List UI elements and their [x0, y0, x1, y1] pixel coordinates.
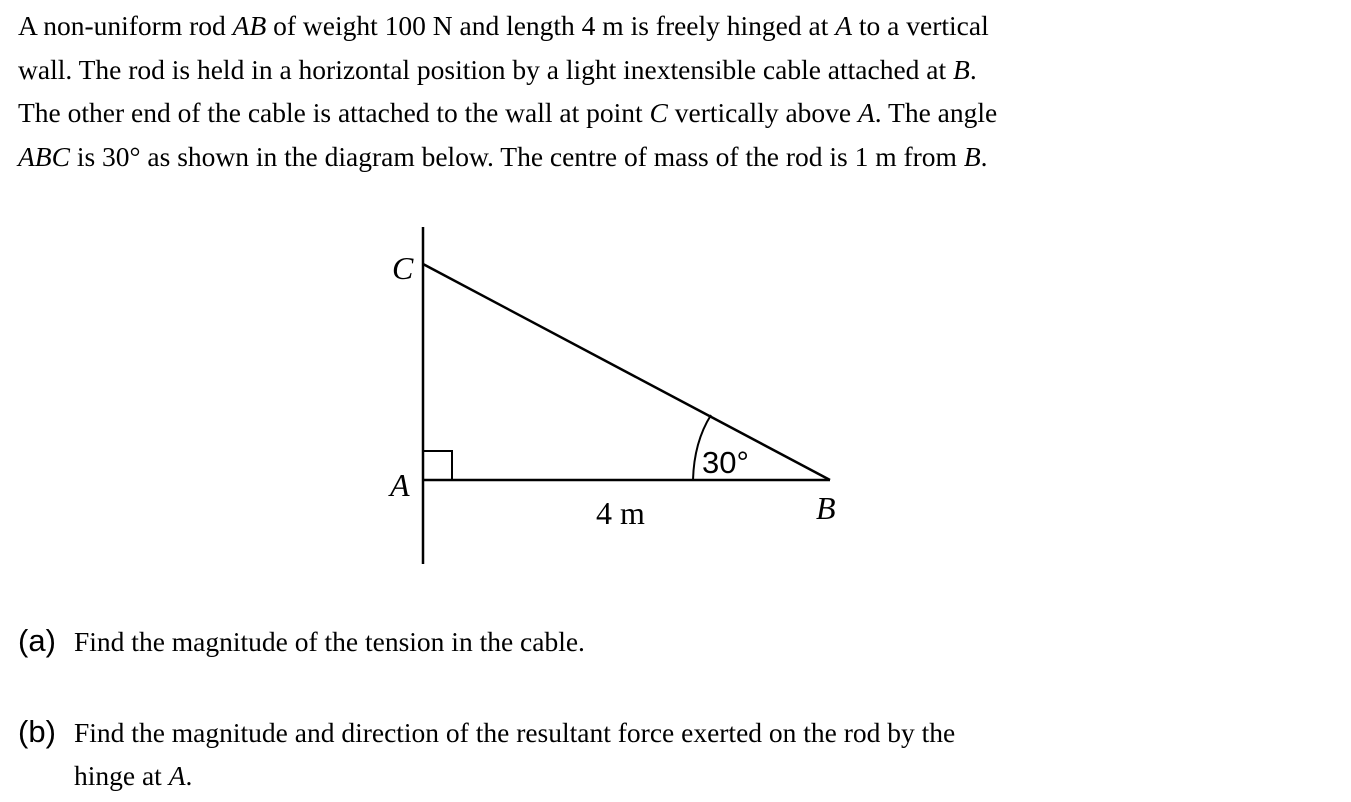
question-a-text: Find the magnitude of the tension in the cable. [74, 626, 585, 657]
variable-text: B [963, 140, 981, 172]
point-label-a: A [390, 467, 410, 503]
question-b [18, 710, 955, 797]
question-a [18, 619, 585, 663]
statement-text: . The angle [874, 97, 998, 128]
question-b-line-2-var: A [168, 760, 186, 791]
statement-text: . [980, 140, 988, 172]
variable-text: B [953, 53, 970, 85]
variable-text: AB [232, 10, 267, 41]
question-b-line-2-prefix: hinge at [74, 760, 169, 791]
variable-text: A [835, 10, 853, 41]
question-b-line-2-suffix: . [185, 760, 193, 791]
question-a-label: (a) [18, 623, 56, 658]
right-angle-marker [423, 451, 452, 480]
statement-text: . [969, 53, 977, 85]
variable-text: A [857, 97, 875, 128]
variable-text: ABC [18, 140, 70, 172]
statement-text: wall. The rod is held in a horizontal position by a light inextensible cable attached at [18, 53, 953, 85]
point-label-b: B [816, 490, 836, 526]
statement-text: A non-uniform rod [18, 10, 233, 41]
variable-text: C [649, 97, 668, 128]
cable-cb [423, 264, 830, 480]
question-b-text-line-2 [18, 754, 955, 797]
length-label: 4 m [596, 495, 645, 531]
statement-text: of weight 100 N and length 4 m is freely hinged at [266, 10, 836, 41]
angle-label: 30° [702, 445, 749, 480]
question-b-label: (b) [18, 714, 56, 749]
question-b-text-line-1: Find the magnitude and direction of the resultant force exerted on the rod by the [74, 717, 956, 748]
point-label-c: C [392, 250, 414, 286]
statement-text: is 30° as shown in the diagram below. The centre of mass of the rod is 1 m from [69, 140, 964, 172]
statement-text: vertically above [667, 97, 858, 128]
statement-text: The other end of the cable is attached to the wall at point [18, 97, 650, 128]
statement-text: to a vertical [852, 10, 989, 41]
